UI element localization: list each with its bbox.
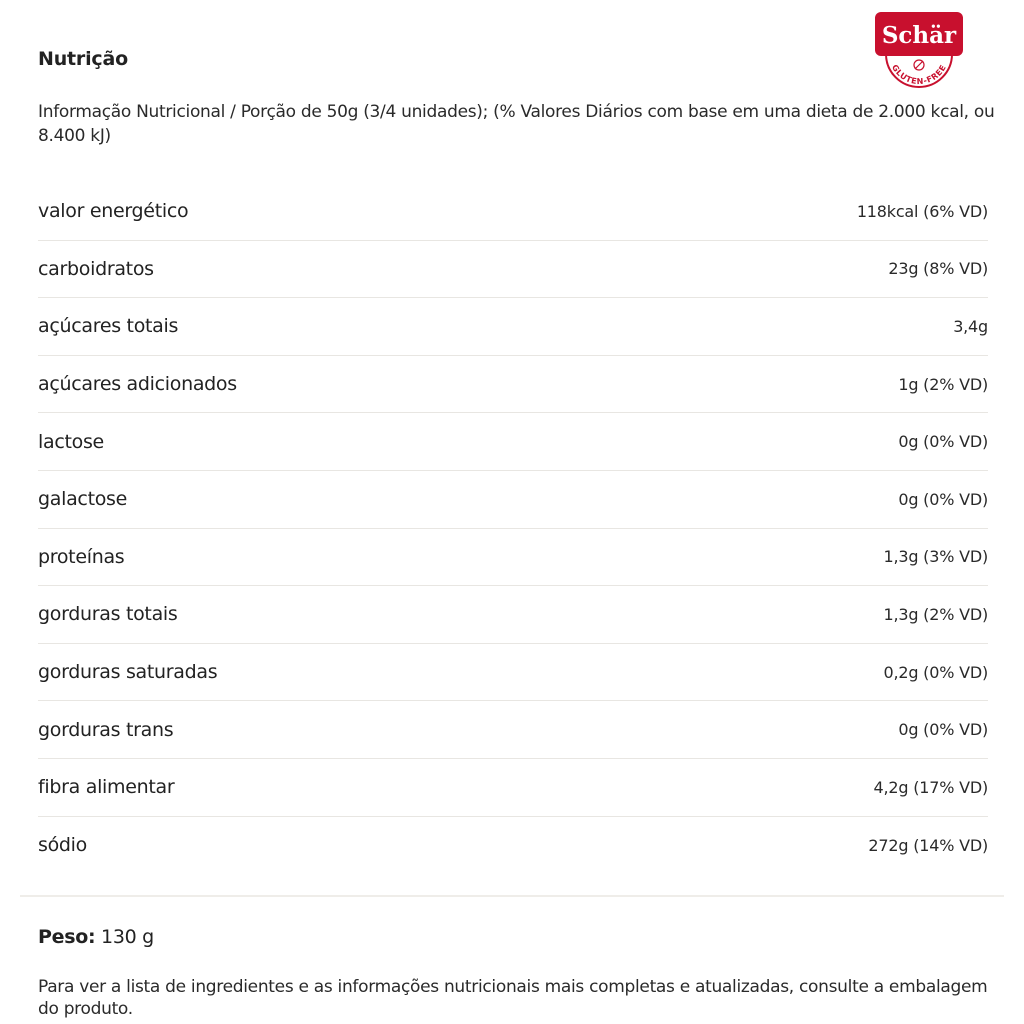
nutrient-row: [38, 413, 988, 471]
weight-label: Peso:: [38, 926, 96, 948]
nutrient-row: [38, 644, 988, 702]
nutrient-name: lactose: [38, 430, 104, 453]
nutrient-value: 1,3g (3% VD): [883, 547, 988, 567]
nutrient-row: [38, 759, 988, 817]
nutrient-row: [38, 183, 988, 241]
svg-text:GLUTEN-FREE: GLUTEN-FREE: [889, 63, 949, 87]
nutrient-name: açúcares adicionados: [38, 373, 237, 396]
nutrient-value: 23g (8% VD): [888, 259, 988, 279]
nutrient-name: valor energético: [38, 200, 189, 223]
svg-text:Schär: Schär: [881, 22, 957, 49]
nutrient-value: 3,4g: [953, 316, 988, 336]
nutrient-name: gorduras trans: [38, 718, 174, 741]
nutrient-value: 0,2g (0% VD): [883, 662, 988, 682]
nutrient-row: [38, 298, 988, 356]
nutrient-value: 1g (2% VD): [898, 374, 988, 394]
nutrient-row: [38, 356, 988, 414]
section-divider: [20, 895, 1004, 897]
nutrient-name: proteínas: [38, 545, 125, 568]
nutrient-name: sódio: [38, 834, 87, 857]
nutrient-row: [38, 471, 988, 529]
nutrient-name: gorduras saturadas: [38, 661, 218, 684]
brand-logo: [873, 10, 965, 92]
nutrient-name: açúcares totais: [38, 315, 179, 338]
nutrient-value: 0g (0% VD): [898, 720, 988, 740]
nutrition-title: Nutrição: [38, 48, 128, 70]
nutrient-value: 0g (0% VD): [898, 489, 988, 509]
weight-value: 130 g: [101, 926, 154, 948]
nutrient-name: fibra alimentar: [38, 776, 175, 799]
nutrient-name: galactose: [38, 488, 128, 511]
nutrient-name: carboidratos: [38, 257, 154, 280]
product-weight: [38, 926, 154, 948]
nutrient-value: 0g (0% VD): [898, 432, 988, 452]
nutrient-value: 4,2g (17% VD): [873, 777, 988, 797]
nutrient-row: [38, 586, 988, 644]
nutrient-row: [38, 817, 988, 875]
nutrient-value: 1,3g (2% VD): [883, 604, 988, 624]
nutrient-row: [38, 241, 988, 299]
ingredients-disclaimer: Para ver a lista de ingredientes e as informações nutricionais mais completas e atualizadas, consulte a embalagem do produto.: [38, 977, 988, 1019]
nutrient-value: 272g (14% VD): [868, 835, 988, 855]
serving-info: Informação Nutricional / Porção de 50g (3/4 unidades); (% Valores Diários com base em uma dieta de 2.000 kcal, ou 8.400 kJ): [38, 102, 995, 146]
schar-gluten-free-seal: [873, 10, 965, 92]
nutrient-name: gorduras totais: [38, 603, 178, 626]
nutrient-row: [38, 529, 988, 587]
nutrient-row: [38, 701, 988, 759]
nutrient-value: 118kcal (6% VD): [856, 201, 988, 221]
nutrition-table: [38, 183, 988, 874]
